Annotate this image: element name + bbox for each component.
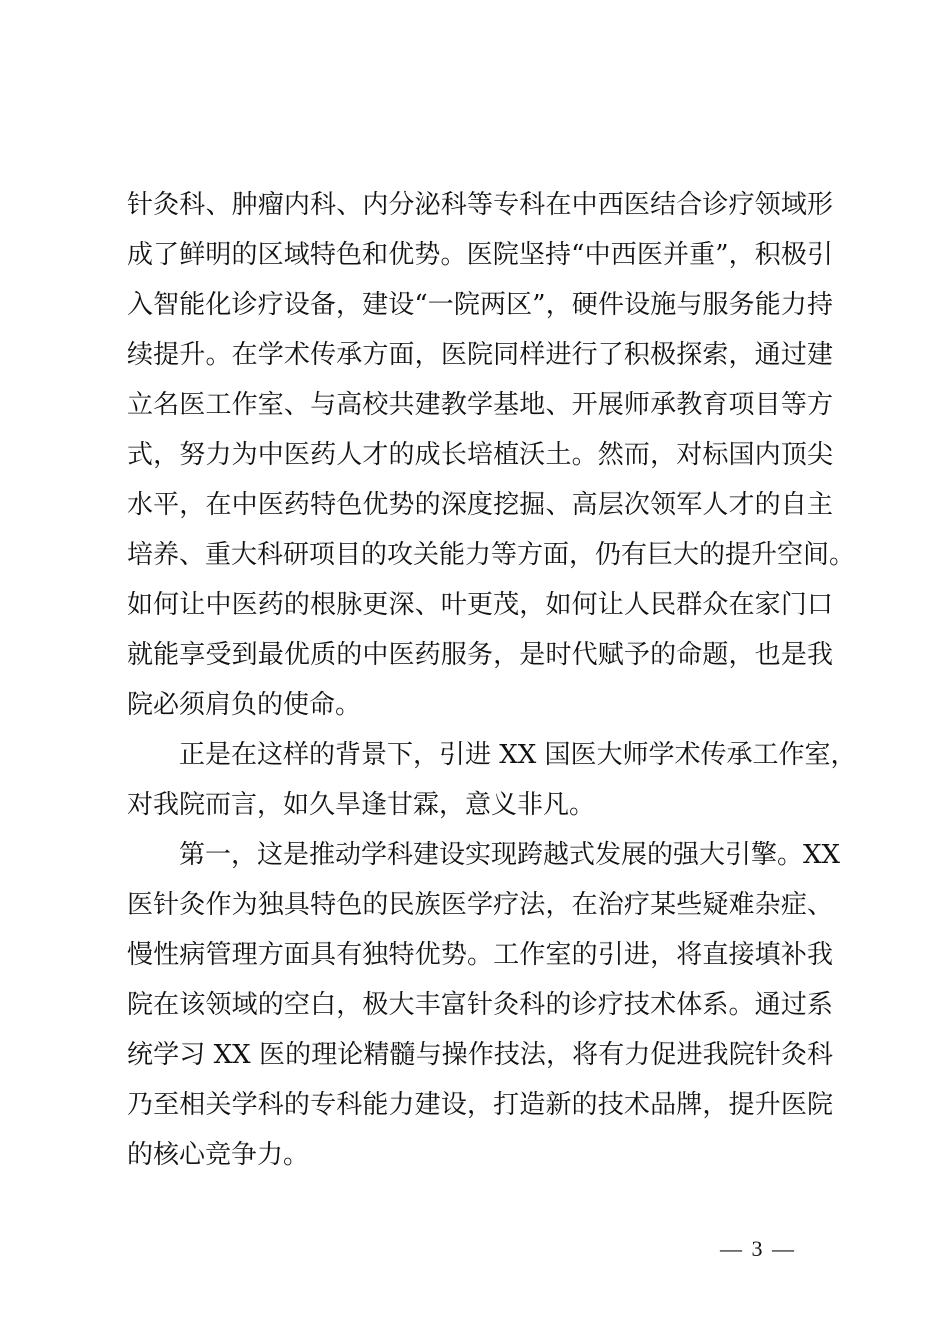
text-line: 如何让中医药的根脉更深、叶更茂，如何让人民群众在家门口 (127, 590, 833, 620)
text-line: 的核心竞争力。 (127, 1140, 310, 1170)
text-line: 院必须肩负的使命。 (127, 690, 362, 720)
paragraph (127, 830, 841, 1180)
text-line: 培养、重大科研项目的攻关能力等方面，仍有巨大的提升空间。 (127, 540, 856, 570)
text-line: 水平，在中医药特色优势的深度挖掘、高层次领军人才的自主 (127, 490, 833, 520)
text-line: 院在该领域的空白，极大丰富针灸科的诊疗技术体系。通过系 (127, 990, 833, 1020)
paragraph (127, 730, 857, 830)
page-number: — 3 — (720, 1236, 796, 1261)
text-line: 立名医工作室、与高校共建教学基地、开展师承教育项目等方 (127, 390, 833, 420)
text-line: 入智能化诊疗设备，建设“一院两区”，硬件设施与服务能力持 (127, 290, 833, 320)
text-line: 续提升。在学术传承方面，医院同样进行了积极探索，通过建 (127, 340, 833, 370)
text-line: 就能享受到最优质的中医药服务，是时代赋予的命题，也是我 (127, 640, 833, 670)
text-line: 正是在这样的背景下，引进 XX 国医大师学术传承工作室， (179, 740, 857, 770)
document-body (127, 180, 857, 1180)
text-line: 统学习 XX 医的理论精髓与操作技法，将有力促进我院针灸科 (127, 1040, 833, 1070)
text-line: 成了鲜明的区域特色和优势。医院坚持“中西医并重”，积极引 (127, 240, 833, 270)
paragraph (127, 180, 856, 730)
text-line: 式，努力为中医药人才的成长培植沃土。然而，对标国内顶尖 (127, 440, 833, 470)
text-line: 针灸科、肿瘤内科、内分泌科等专科在中西医结合诊疗领域形 (127, 190, 833, 220)
text-line: 对我院而言，如久旱逢甘霖，意义非凡。 (127, 790, 596, 820)
text-line: 乃至相关学科的专科能力建设，打造新的技术品牌，提升医院 (127, 1090, 833, 1120)
text-line: 慢性病管理方面具有独特优势。工作室的引进，将直接填补我 (127, 940, 833, 970)
text-line: 医针灸作为独具特色的民族医学疗法，在治疗某些疑难杂症、 (127, 890, 833, 920)
text-line: 第一，这是推动学科建设实现跨越式发展的强大引擎。XX (179, 840, 841, 870)
